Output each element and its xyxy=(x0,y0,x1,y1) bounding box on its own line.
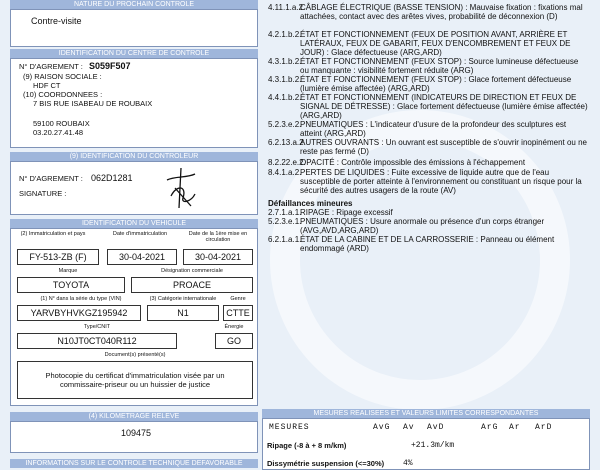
major-defect-code: 6.2.13.a.2. xyxy=(268,138,306,147)
major-defect-row xyxy=(268,138,590,156)
header-mesures: MESURES xyxy=(269,423,310,432)
vin-field: YARVBYHVKGZ195942 xyxy=(17,305,141,321)
signature-label: SIGNATURE : xyxy=(19,189,67,198)
ripage-value: +21.3m/km xyxy=(411,441,455,450)
centre-agrement-value: S059F507 xyxy=(88,61,131,71)
date-circ-field: 30-04-2021 xyxy=(183,249,253,265)
major-defect-row xyxy=(268,93,590,120)
cap-vin: (1) N° dans la série du type (VIN) xyxy=(40,296,122,302)
major-defect-code: 4.4.1.b.2. xyxy=(268,93,302,102)
minor-defect-code: 2.7.1.a.1. xyxy=(268,208,302,217)
major-defect-row xyxy=(268,168,590,195)
controleur-band: (9) IDENTIFICATION DU CONTROLEUR xyxy=(10,152,258,161)
major-defect-code: 4.11.1.a.2. xyxy=(268,3,306,12)
major-defect-description: ÉTAT ET FONCTIONNEMENT (FEUX STOP) : Source lumineuse défectueuse ou manquante : visibilité fortement réduite (ARG) xyxy=(300,57,579,75)
date-immat-field: 30-04-2021 xyxy=(107,249,177,265)
vehicle-band: IDENTIFICATION DU VEHICULE xyxy=(10,219,258,228)
major-defect-description: PNEUMATIQUES : L'indicateur d'usure de la profondeur des sculptures est atteint (ARG,ARD) xyxy=(300,120,567,138)
major-defect-row xyxy=(268,158,590,167)
raison-value: HDF CT xyxy=(33,81,61,90)
designation-field: PROACE xyxy=(131,277,253,293)
minor-defect-row xyxy=(268,235,590,253)
minor-defects-title: Défaillances mineures xyxy=(268,199,353,208)
major-defect-code: 8.2.22.e.2. xyxy=(268,158,306,167)
address-line1: 7 BIS RUE ISABEAU DE ROUBAIX xyxy=(33,99,153,108)
centre-box xyxy=(10,58,258,148)
major-defect-description: ÉTAT ET FONCTIONNEMENT (FEUX DE POSITION AVANT, ARRIÈRE ET LATÉRAUX, FEUX DE GABARIT, FEUX D'ENCOMBREMENT ET FEUX DE JOUR) : Glace défectueuse (ARG,ARD) xyxy=(300,30,571,57)
measures-band: MESURES REALISEES ET VALEURS LIMITES CORRESPONDANTES xyxy=(262,409,590,418)
next-visit-box xyxy=(10,9,258,47)
major-defect-row xyxy=(268,30,590,57)
major-defect-row xyxy=(268,57,590,75)
cap-date-immat: Date d'immatriculation xyxy=(112,231,168,237)
energie-field: GO xyxy=(215,333,253,349)
header-av: Av xyxy=(403,423,415,432)
marque-field: TOYOTA xyxy=(17,277,125,293)
next-visit-value: Contre-visite xyxy=(31,16,82,26)
cap-marque: Marque xyxy=(58,268,78,274)
unfavourable-band: INFORMATIONS SUR LE CONTROLE TECHNIQUE DEFAVORABLE xyxy=(10,459,258,468)
cap-designation: Désignation commerciale xyxy=(161,268,223,274)
km-band: (4) KILOMETRAGE RELEVE xyxy=(10,412,258,421)
suspension-label: Dissymétrie suspension (<=30%) xyxy=(267,459,385,468)
centre-agrement-label: N° D'AGREMENT : xyxy=(19,62,83,71)
major-defect-code: 4.3.1.b.2. xyxy=(268,57,302,66)
minor-defect-description: ÉTAT DE LA CABINE ET DE LA CARROSSERIE : Panneau ou élément endommagé (ARD) xyxy=(300,235,555,253)
type-field: N10JT0CT040R112 xyxy=(17,333,177,349)
minor-defect-code: 6.2.1.a.1. xyxy=(268,235,302,244)
km-box xyxy=(10,421,258,453)
genre-field: CTTE xyxy=(223,305,253,321)
cap-type: Type/CNIT xyxy=(83,324,111,330)
major-defect-description: ÉTAT ET FONCTIONNEMENT (INDICATEURS DE DIRECTION ET FEUX DE SIGNAL DE DÉTRESSE) : Glace fortement défectueuse (lumière émise affectée) (ARG,ARD) xyxy=(300,93,588,120)
cap-date-circ: Date de la 1ère mise en circulation xyxy=(188,231,248,243)
cap-documents: Document(s) présenté(s) xyxy=(104,352,166,358)
cap-categorie: (3) Catégorie internationale xyxy=(149,296,217,302)
controleur-agrement-value: 062D1281 xyxy=(90,173,133,183)
address-line2: 59100 ROUBAIX xyxy=(33,119,90,128)
suspension-value: 4% xyxy=(403,459,413,468)
major-defect-row xyxy=(268,120,590,138)
cap-immat: (2) Immatriculation et pays xyxy=(20,231,86,237)
major-defect-description: PERTES DE LIQUIDES : Fuite excessive de liquide autre que de l'eau susceptible de porter atteinte à l'environnement ou constituant un risque pour la sécurité des autres usagers de la route (AV) xyxy=(300,168,582,195)
major-defect-description: ÉTAT ET FONCTIONNEMENT (FEUX STOP) : Glace fortement défectueuse (lumière émise affectée) (ARG,ARD) xyxy=(300,75,572,93)
next-visit-band: NATURE DU PROCHAIN CONTROLE xyxy=(10,0,258,9)
minor-defect-code: 5.2.3.e.1. xyxy=(268,217,302,226)
header-arg: ArG xyxy=(481,423,499,432)
major-defect-code: 4.2.1.b.2. xyxy=(268,30,302,39)
major-defect-code: 4.3.1.b.2. xyxy=(268,75,302,84)
major-defect-description: OPACITÉ : Contrôle impossible des émissions à l'échappement xyxy=(300,158,526,167)
km-value: 109475 xyxy=(121,428,152,438)
centre-phone: 03.20.27.41.48 xyxy=(33,128,84,137)
minor-defect-row xyxy=(268,217,590,235)
cap-energie: Énergie xyxy=(224,324,244,330)
major-defect-row xyxy=(268,3,590,21)
documents-field: Photocopie du certificat d'immatriculation visée par un commissaire-priseur ou un huissier de justice xyxy=(17,361,253,399)
measures-box xyxy=(262,418,590,470)
categorie-field: N1 xyxy=(147,305,219,321)
major-defect-code: 5.2.3.e.2. xyxy=(268,120,302,129)
signature-mark xyxy=(161,166,201,210)
minor-defect-description: PNEUMATIQUES : Usure anormale ou présence d'un corps étranger (AVG,AVD,ARG,ARD) xyxy=(300,217,545,235)
cap-genre: Genre xyxy=(230,296,246,302)
controleur-box xyxy=(10,161,258,215)
header-avg: AvG xyxy=(373,423,391,432)
major-defect-description: CÂBLAGE ÉLECTRIQUE (BASSE TENSION) : Mauvaise fixation : fixations mal attachées, contact avec des arêtes vives, probabilité de déconnexion (D) xyxy=(300,3,583,21)
major-defect-description: AUTRES OUVRANTS : Un ouvrant est susceptible de s'ouvrir inopinément ou ne reste pas fermé (D) xyxy=(300,138,587,156)
centre-band: IDENTIFICATION DU CENTRE DE CONTROLE xyxy=(10,49,258,58)
vehicle-box xyxy=(10,228,258,406)
raison-label: (9) RAISON SOCIALE : xyxy=(23,72,102,81)
left-column xyxy=(10,0,258,470)
header-avd: AvD xyxy=(427,423,445,432)
header-ar: Ar xyxy=(509,423,521,432)
minor-defect-row xyxy=(268,208,590,217)
immat-field: FY-513-ZB (F) xyxy=(17,249,99,265)
controleur-agrement-label: N° D'AGREMENT : xyxy=(19,174,83,183)
header-ard: ArD xyxy=(535,423,553,432)
major-defect-code: 8.4.1.a.2. xyxy=(268,168,302,177)
coordinates-label: (10) COORDONNEES : xyxy=(23,90,103,99)
defects-list xyxy=(262,0,592,470)
major-defect-row xyxy=(268,75,590,93)
ripage-label: Ripage (-8 à + 8 m/km) xyxy=(267,441,347,450)
minor-defect-description: RIPAGE : Ripage excessif xyxy=(300,208,393,217)
